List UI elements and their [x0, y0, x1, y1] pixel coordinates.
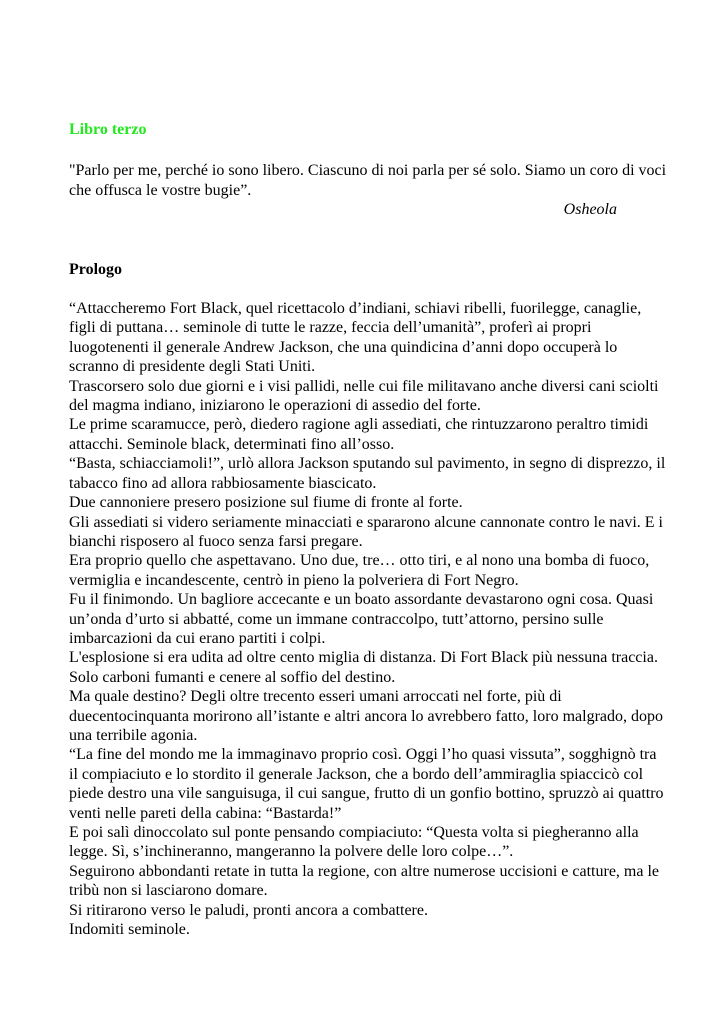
- paragraph: Ma quale destino? Degli oltre trecento esseri umani arroccati nel forte, più di duecentocinquanta morirono all’istante e altri ancora lo avrebbero fatto, loro malgrado, dopo una terribile agonia.: [69, 688, 663, 744]
- book-title: Libro terzo: [69, 121, 147, 138]
- epigraph-author: Osheola: [563, 201, 617, 219]
- prologue-body: [69, 299, 669, 939]
- epigraph-text: "Parlo per me, perché io sono libero. Ciascuno di noi parla per sé solo. Siamo un coro di voci che offusca le vostre bugie”.: [69, 162, 667, 199]
- paragraph: Due cannoniere presero posizione sul fiume di fronte al forte.: [69, 494, 463, 512]
- document-page: [69, 120, 669, 939]
- paragraph: Trascorsero solo due giorni e i visi pallidi, nelle cui file militavano anche diversi cani sciolti del magma indiano, iniziarono le operazioni di assedio del forte.: [69, 377, 659, 415]
- paragraph: “Attaccheremo Fort Black, quel ricettacolo d’indiani, schiavi ribelli, fuorilegge, canaglie, figli di puttana… seminole di tutte le razze, feccia dell’umanità”, proferì ai propri luogotenenti il generale Andrew Jackson, che una quindicina d’anni dopo occuperà lo scranno di presidente degli Stati Uniti.: [69, 300, 642, 376]
- paragraph: Si ritirarono verso le paludi, pronti ancora a combattere.: [69, 901, 428, 919]
- paragraph: Le prime scaramucce, però, diedero ragione agli assediati, che rintuzzarono peraltro timidi attacchi. Seminole black, determinati fino all’osso.: [69, 416, 649, 453]
- prologue-title: Prologo: [69, 260, 123, 278]
- paragraph: “Basta, schiacciamoli!”, urlò allora Jackson sputando sul pavimento, in segno di disprezzo, il tabacco fino ad allora rabbiosamente biascicato.: [69, 455, 666, 492]
- paragraph: E poi salì dinoccolato sul ponte pensando compiaciuto: “Questa volta si piegheranno alla legge. Sì, s’inchineranno, mangeranno la polvere delle loro colpe…”.: [69, 824, 639, 861]
- paragraph: “La fine del mondo me la immaginavo proprio così. Oggi l’ho quasi vissuta”, sogghignò tra il compiaciuto e lo stordito il generale Jackson, che a bordo dell’ammiraglia spiaccicò col piede destro una vile sanguisuga, il cui sangue, frutto di un gonfio bottino, spruzzò ai quattro venti nelle pareti della cabina: “Bastarda!”: [69, 746, 664, 822]
- paragraph: Gli assediati si videro seriamente minacciati e spararono alcune cannonate contro le navi. E i bianchi risposero al fuoco senza farsi pregare.: [69, 513, 663, 550]
- paragraph: Indomiti seminole.: [69, 921, 190, 939]
- paragraph: Fu il finimondo. Un bagliore accecante e un boato assordante devastarono ogni cosa. Quasi un’onda d’urto si abbatté, come un immane contraccolpo, tutt’attorno, persino sulle imbarcazioni da cui erano partiti i colpi.: [69, 591, 654, 647]
- paragraph: Seguirono abbondanti retate in tutta la regione, con altre numerose uccisioni e catture, ma le tribù non si lasciarono domare.: [69, 862, 660, 900]
- epigraph: [69, 161, 669, 219]
- paragraph: Era proprio quello che aspettavano. Uno due, tre… otto tiri, e al nono una bomba di fuoco, vermiglia e incandescente, centrò in pieno la polveriera di Fort Negro.: [69, 552, 650, 589]
- paragraph: L'esplosione si era udita ad oltre cento miglia di distanza. Di Fort Black più nessuna traccia. Solo carboni fumanti e cenere al soffio del destino.: [69, 649, 658, 686]
